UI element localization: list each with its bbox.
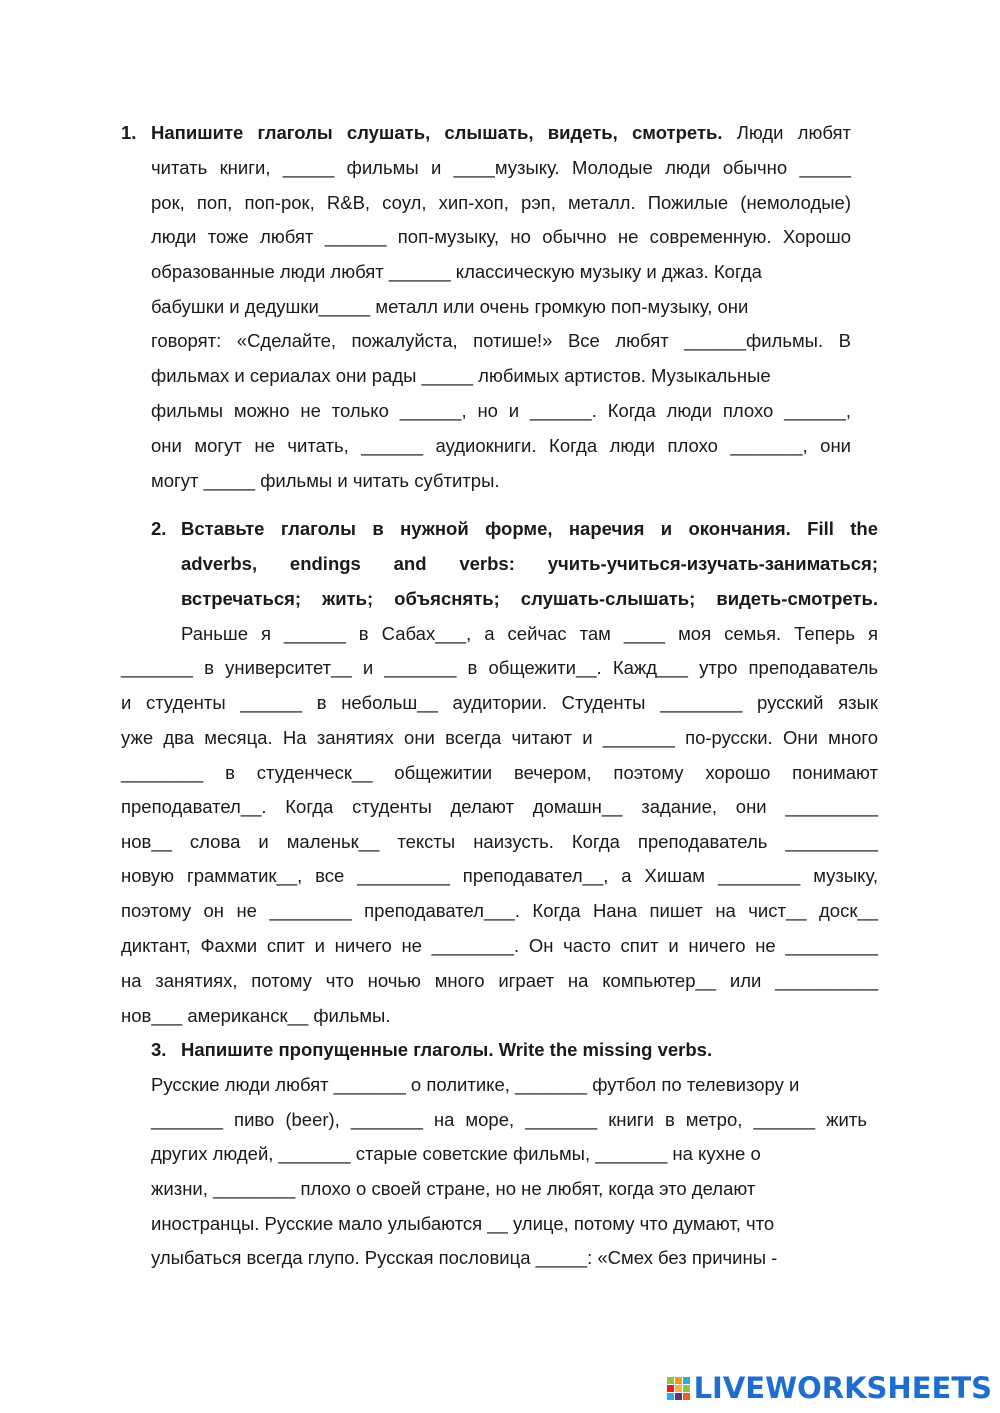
exercise-1-line: фильмы можно не только ______, но и ______. Когда люди плохо ______, [151,400,851,421]
exercise-3-line: улыбаться всегда глупо. Русская пословица _____: «Смех без причины - [151,1247,778,1268]
exercise-2-line: преподавател__. Когда студенты делают домашн__ задание, они _________ [121,796,878,817]
logo-square [683,1385,690,1392]
exercise-3-line: других людей, _______ старые советские фильмы, _______ на кухне о [151,1143,761,1164]
logo-square [675,1393,682,1400]
exercise-3-heading: Напишите пропущенные глаголы. Write the missing verbs. [181,1039,713,1060]
exercise-2-line: поэтому он не ________ преподавател___. Когда Нана пишет на чист__ доск__ [121,900,878,921]
exercise-2-heading: встречаться; жить; объяснять; слушать-слышать; видеть-смотреть. [181,588,878,609]
exercise-1-line: бабушки и дедушки_____ металл или очень громкую поп-музыку, они [151,296,749,317]
exercise-2-line: _______ в университет__ и _______ в общежити__. Кажд___ утро преподаватель [121,657,878,678]
liveworksheets-logo [667,1373,992,1403]
logo-square [675,1385,682,1392]
exercise-1-text: Люди любят [722,122,851,143]
exercise-3-line: жизни, ________ плохо о своей стране, но не любят, когда это делают [151,1178,756,1199]
logo-square [675,1377,682,1384]
exercise-2-line: и студенты ______ в небольш__ аудитории. Студенты ________ русский язык [121,692,878,713]
exercise-1-number: 1. [121,122,137,143]
exercise-1-line: говорят: «Сделайте, пожалуйста, потише!» Все любят ______фильмы. В [151,330,851,351]
exercise-1-line: фильмах и сериалах они рады _____ любимых артистов. Музыкальные [151,365,771,386]
exercise-2-line: Раньше я ______ в Сабах___, а сейчас там ____ моя семья. Теперь я [181,623,878,644]
exercise-2-line: новую грамматик__, все _________ преподавател__, а Хишам ________ музыку, [121,865,878,886]
exercise-2-line: диктант, Фахми спит и ничего не ________. Он часто спит и ничего не _________ [121,935,878,956]
exercise-1-line: читать книги, _____ фильмы и ____музыку. Молодые люди обычно _____ [151,157,851,178]
exercise-1-line: могут _____ фильмы и читать субтитры. [151,470,500,491]
exercise-2-heading: adverbs, endings and verbs: учить-учиться-изучать-заниматься; [181,553,878,574]
logo-square [683,1377,690,1384]
exercise-3-line: _______ пиво (beer), _______ на море, _______ книги в метро, ______ жить [151,1109,867,1130]
logo-grid-icon [667,1377,690,1400]
logo-square [683,1393,690,1400]
logo-square [667,1393,674,1400]
exercise-2-line: нов__ слова и маленьк__ тексты наизусть. Когда преподаватель _________ [121,831,878,852]
exercise-2-line: на занятиях, потому что ночью много играет на компьютер__ или __________ [121,970,878,991]
exercise-2-line: нов___ американск__ фильмы. [121,1005,391,1026]
exercise-1-line [151,121,851,145]
exercise-1-instruction: Напишите глаголы слушать, слышать, видеть, смотреть. [151,122,723,143]
brand-name: LIVEWORKSHEETS [693,1371,992,1405]
exercise-1-line: образованные люди любят ______ классическую музыку и джаз. Когда [151,261,762,282]
exercise-3-number: 3. [151,1039,167,1060]
exercise-3-line: иностранцы. Русские мало улыбаются __ улице, потому что думают, что [151,1213,775,1234]
exercise-1-line: люди тоже любят ______ поп-музыку, но обычно не современную. Хорошо [151,226,851,247]
exercise-2-line: уже два месяца. На занятиях они всегда читают и _______ по-русски. Они много [121,727,878,748]
logo-square [667,1377,674,1384]
exercise-2-line: ________ в студенческ__ общежитии вечером, поэтому хорошо понимают [121,762,878,783]
exercise-1-line: рок, поп, поп-рок, R&B, соул, хип-хоп, рэп, металл. Пожилые (немолодые) [151,192,851,213]
exercise-3-line: Русские люди любят _______ о политике, _______ футбол по телевизору и [151,1074,800,1095]
exercise-2-number: 2. [151,518,167,539]
logo-square [667,1385,674,1392]
exercise-1-line: они могут не читать, ______ аудиокниги. Когда люди плохо _______, они [151,435,851,456]
exercise-2-heading: Вставьте глаголы в нужной форме, наречия и окончания. Fill the [181,518,878,539]
